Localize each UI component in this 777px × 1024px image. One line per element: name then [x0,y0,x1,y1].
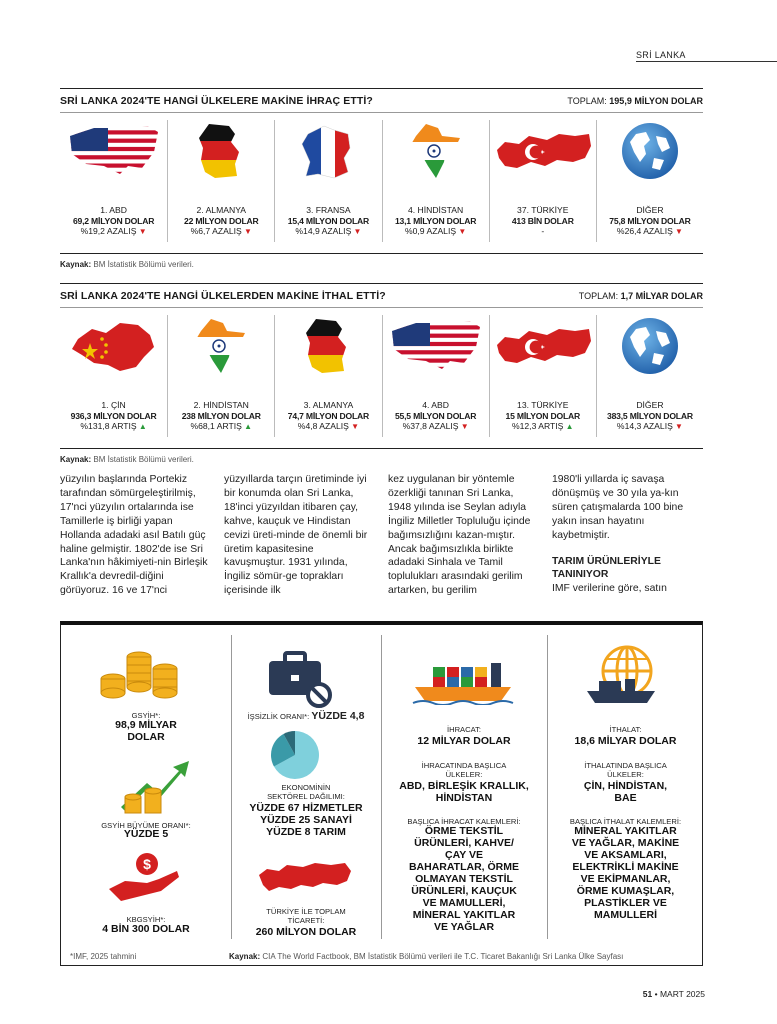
section-tag-rule [636,61,777,62]
country-value: 15,4 MİLYON DOLAR [287,215,370,226]
triangle-down-icon: ▼ [458,422,469,432]
import-country-2 [167,315,274,437]
export-country-label [60,205,167,238]
import-country-label [597,400,703,433]
sector-pie-chart [269,729,321,781]
germany-flag-map-icon [278,317,378,380]
change-text: %19,2 AZALIŞ [80,226,137,237]
export-country-label [383,205,489,238]
china-flag-map-icon [64,317,164,380]
export-countries [60,120,703,242]
sector-values [231,802,381,838]
export-partners: ABD, BİRLEŞİK KRALLIK, HİNDİSTAN [399,780,529,804]
import-countries [60,315,703,437]
import-items-label: BAŞLICA İTHALAT KALEMLERİ: [569,817,682,826]
export-country-label [597,205,703,238]
gdp-label: GSYİH*: [131,711,161,720]
briefcase-icon [267,649,333,709]
import-bottom-rule [60,448,703,449]
india-flag-map-icon [171,317,271,380]
gdp-value: 98,9 MİLYAR DOLAR [115,719,177,743]
country-change [60,421,167,433]
triangle-up-icon: ▲ [563,422,574,432]
country-change [490,226,596,237]
sector-agriculture: YÜZDE 8 TARIM [266,826,346,838]
sector-services: YÜZDE 67 HİZMETLER [249,802,363,814]
import-country-5 [489,315,596,437]
export-country-label [168,205,274,238]
turkey-flag-map-icon [493,317,593,380]
india-flag-map-icon [386,122,486,185]
country-change [597,226,703,238]
article-column-4-text: 1980'li yıllarda iç savaşa dönüşmüş ve 30 yıla ya-kın süren çatışmalarda 100 bine yakın insan hayatını kaybetmiştir. [552,474,684,541]
country-name: 4. ABD [422,400,449,410]
change-text: %12,3 ARTIŞ [511,421,564,432]
import-top-rule [60,283,703,284]
country-value: 238 MİLYON DOLAR [181,410,261,421]
country-value: 75,8 MİLYON DOLAR [609,215,691,226]
country-name: DİĞER [636,400,664,410]
growth-coins-icon [117,757,191,817]
country-change [275,421,381,433]
trade-value: 260 MİLYON DOLAR [255,926,357,938]
country-value: 383,5 MİLYON DOLAR [607,410,693,421]
country-value: 936,3 MİLYON DOLAR [70,410,157,421]
export-country-4 [382,120,489,242]
country-name: 3. FRANSA [306,205,351,215]
article-subhead: TARIM ÜRÜNLERİYLE TANINIYOR [552,555,661,581]
import-items: MİNERAL YAKITLAR VE YAĞLAR, MAKİNE VE AKSAMLARI, ELEKTRİKLİ MAKİNE VE EKİPMANLAR, ÖRME KUMAŞLAR, PLASTİKLER VE MAMULLERİ [571,825,680,921]
growth-value: YÜZDE 5 [123,828,169,840]
article-column-2: yüzyıllarda tarçın üretiminde iyi bir konumda olan Sri Lanka, 18'inci yüzyıldan itibaren çay, kahve, kauçuk ve Hindistan cevizi üreti-minde de önemli bir üretim kapasitesine kavuşmuştur. 1931 yılında, İngiliz sömür-ge toprakları içerisinde ilk [224,474,368,597]
export-title: SRİ LANKA 2024'TE HANGİ ÜLKELERE MAKİNE İHRAÇ ETTİ? [60,95,373,107]
change-text: %14,9 AZALIŞ [295,226,352,237]
change-text: %6,7 AZALIŞ [190,226,242,237]
svg-text:$: $ [143,856,151,872]
cargo-ship-icon [411,649,515,705]
country-value: 69,2 MİLYON DOLAR [72,215,155,226]
import-title-rule [60,307,703,308]
import-partners-label: İTHALATINDA BAŞLICA ÜLKELER: [584,761,667,779]
country-change [168,226,274,238]
hand-money-icon [107,851,183,907]
globe-icon [600,122,700,185]
export-partners-label: İHRACATINDA BAŞLICA ÜLKELER: [421,761,507,779]
change-text: %0,9 AZALIŞ [404,226,457,237]
globe-icon [600,317,700,380]
triangle-up-icon: ▲ [136,422,147,432]
usa-flag-map-icon [386,317,486,380]
import-total: TOPLAM: 1,7 MİLYAR DOLAR [578,291,703,301]
export-country-6 [596,120,703,242]
export-label: İHRACAT: [446,725,482,734]
change-text: %14,3 AZALIŞ [616,421,673,432]
country-name: 4. HİNDİSTAN [407,205,464,215]
country-change [383,421,489,433]
article-column-4-continued: IMF verilerine göre, satın [552,583,667,595]
coins-icon [95,649,189,701]
import-country-label [490,400,596,433]
triangle-down-icon: ▼ [351,227,362,237]
country-change [168,421,274,433]
trade-label: TÜRKİYE İLE TOPLAM TİCARETİ: [266,907,346,925]
country-name: 1. ABD [100,205,127,215]
export-country-label [275,205,381,238]
turkey-flag-map-icon [493,122,593,185]
export-country-label [490,205,596,237]
country-name: 1. ÇİN [101,400,126,410]
triangle-up-icon: ▲ [241,422,253,432]
import-country-3 [274,315,381,437]
germany-flag-map-icon [171,122,271,185]
country-name: 2. ALMANYA [196,205,247,215]
import-country-label [60,400,167,433]
country-value: 13,1 MİLYON DOLAR [394,215,477,226]
unemployment-value: YÜZDE 4,8 [311,710,365,722]
globe-ship-icon [581,643,667,709]
export-bottom-rule [60,253,703,254]
unemployment [231,712,381,721]
triangle-down-icon: ▼ [241,227,252,237]
import-country-label [275,400,381,433]
export-source: Kaynak: BM İstatistik Bölümü verileri. [60,260,194,269]
import-partners: ÇİN, HİNDİSTAN, BAE [583,780,668,804]
fact-box [60,621,703,966]
country-name: 2. HİNDİSTAN [193,400,249,410]
article-column-3: kez uygulanan bir yöntemle özerkliği tanınan Sri Lanka, 1948 yılında ise Seylan adıyla İngiliz Milletler Topluluğu içinde bağımsızlığını kazan-mıştır. Ancak bağımsızlıkla birlikte adadaki Sinhala ve Tamil toplulukları arasındaki gerilim artarken, bu gerilim [388,474,531,597]
country-change [383,226,489,238]
country-change [490,421,596,433]
country-value: 22 MİLYON DOLAR [184,215,259,226]
triangle-down-icon: ▼ [672,227,683,237]
change-text: %68,1 ARTIŞ [190,421,242,432]
export-items-label: BAŞLICA İHRACAT KALEMLERİ: [407,817,521,826]
export-total: TOPLAM: 195,9 MİLYON DOLAR [567,96,703,106]
import-value: 18,6 MİLYAR DOLAR [574,735,677,747]
article-column-1: yüzyılın başlarında Portekiz tarafından sömürgeleştirilmiş, 17'nci yüzyılın ortalarında ise Tamillerle iş birliği yapan Hollanda adadaki asıl Batılı güç haline gelmiştir. 1802'de ise Sri Lanka'nın hâkimiyeti-nin Birleşik Krallık'a devredil-diğini görüyoruz. 16 ve 17'nci [60,474,208,597]
import-country-label [383,400,489,433]
export-top-rule [60,88,703,89]
article-column-4 [552,473,702,596]
export-value: 12 MİLYAR DOLAR [417,735,511,747]
change-text: %37,8 AZALIŞ [402,421,459,432]
import-source: Kaynak: BM İstatistik Bölümü verileri. [60,455,194,464]
issue-date: • MART 2025 [654,989,705,999]
import-country-6 [596,315,703,437]
country-change [60,226,167,238]
percap-label: KBGSYİH*: [126,915,166,924]
country-name: 13. TÜRKİYE [517,400,569,410]
page-number: 51 [642,989,653,999]
sector-label: EKONOMİNİN SEKTÖREL DAĞILIMI: [267,783,345,801]
import-label: İTHALAT: [609,725,642,734]
sector-industry: YÜZDE 25 SANAYİ [260,814,352,826]
import-country-4 [382,315,489,437]
triangle-down-icon: ▼ [456,227,467,237]
country-value: 55,5 MİLYON DOLAR [394,410,477,421]
usa-flag-map-icon [64,122,164,185]
france-flag-map-icon [278,122,378,185]
change-text: %131,8 ARTIŞ [80,421,137,432]
page-footer [643,989,705,999]
fact-footnote: *IMF, 2025 tahmini [70,952,137,961]
export-country-3 [274,120,381,242]
country-value: 413 BİN DOLAR [511,215,574,226]
change-text: %4,8 AZALIŞ [297,421,349,432]
country-name: 37. TÜRKİYE [517,205,569,215]
turkey-map-icon [257,857,353,897]
export-items: ÖRME TEKSTİL ÜRÜNLERİ, KAHVE/ÇAY VE BAHARATLAR, ÖRME OLMAYAN TEKSTİL ÜRÜNLERİ, KAUÇUK VE MAMULLERİ, MİNERAL YAKITLAR VE YAĞLAR [408,825,520,933]
change-text: %26,4 AZALIŞ [616,226,673,237]
import-title: SRİ LANKA 2024'TE HANGİ ÜLKELERDEN MAKİNE İTHAL ETTİ? [60,290,386,302]
country-name: DİĞER [636,205,664,215]
country-change [275,226,381,238]
export-country-5 [489,120,596,242]
growth-label: GSYİH BÜYÜME ORANI*: [101,821,191,830]
export-country-2 [167,120,274,242]
country-value: 15 MİLYON DOLAR [505,410,581,421]
import-country-1 [60,315,167,437]
export-country-1 [60,120,167,242]
section-tag: SRİ LANKA [636,50,686,60]
triangle-down-icon: ▼ [136,227,147,237]
fact-source: Kaynak: CIA The World Factbook, BM İstatistik Bölümü verileri ile T.C. Ticaret Bakanlığı Sri Lanka Ülke Sayfası [229,952,624,961]
triangle-down-icon: ▼ [348,422,360,432]
import-country-label [168,400,274,433]
export-title-rule [60,112,703,113]
country-name: 3. ALMANYA [303,400,354,410]
percap-value: 4 BİN 300 DOLAR [102,923,190,935]
unemployment-label: İŞSİZLİK ORANI*: [247,712,310,721]
triangle-down-icon: ▼ [672,422,683,432]
change-text: - [541,226,545,237]
country-change [597,421,703,433]
country-value: 74,7 MİLYON DOLAR [287,410,370,421]
